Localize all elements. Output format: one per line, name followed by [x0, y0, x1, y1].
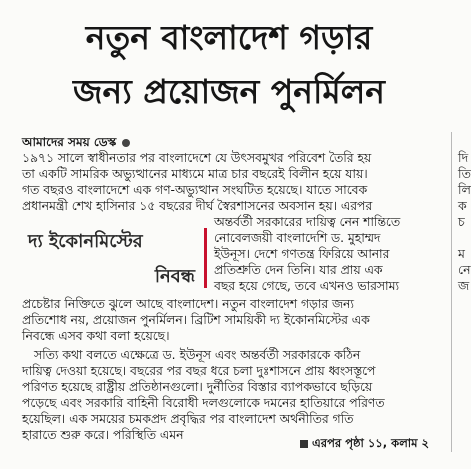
neighbor-column-fragment: ম	[458, 246, 465, 261]
body-line: অন্তর্বর্তী সরকারের দায়িত্ব নেন শান্তিতে	[214, 215, 401, 229]
body-line: পড়েছে এবং সরকারি বাহিনী বিরোধী দলগুলোকে দমনের হাতিয়ারে পরিণত	[22, 396, 385, 410]
headline-line-1: নতুন বাংলাদেশ গড়ার	[85, 18, 373, 57]
bullet-icon	[122, 139, 130, 147]
neighbor-column-fragment: জ	[458, 278, 470, 293]
continuation-note	[300, 435, 429, 454]
body-line: সত্যি কথা বলতে এক্ষেত্রে ড. ইউনূস এবং অন্তর্বর্তী সরকারকে কঠিন	[34, 348, 361, 362]
neighbor-column-fragment: নে	[458, 262, 471, 277]
byline-text: আমাদের সময় ডেস্ক	[22, 135, 117, 149]
neighbor-column-fragment: ক	[458, 198, 467, 213]
body-line: পরিণত হয়েছে রাষ্ট্রীয় প্রতিষ্ঠানগুলো। দুর্নীতির বিস্তার ব্যাপকভাবে ছড়িয়ে	[22, 380, 373, 394]
square-bullet-icon	[300, 440, 308, 448]
headline-line-2: জন্য প্রয়োজন পুনর্মিলন	[72, 72, 386, 111]
neighbor-column-fragment: লি	[458, 182, 471, 197]
body-line: নোবেলজয়ী বাংলাদেশি ড. মুহাম্মদ	[214, 231, 381, 245]
body-line: প্রচেষ্টার নিক্তিতে ঝুলে আছে বাংলাদেশ। নতুন বাংলাদেশ গড়ার জন্য	[22, 297, 354, 311]
continuation-text: এরপর পৃষ্ঠা ১১, কলাম ২	[312, 436, 429, 450]
neighbor-column-fragment: চ	[458, 214, 465, 229]
body-line: প্রতিশ্রুতি দেন তিনি। যার প্রায় এক	[214, 263, 383, 277]
body-line: হারাতে শুরু করে। পরিস্থিতি এমন	[22, 428, 184, 442]
body-line: বছর হয়ে গেছে, তবে এখনও ভারসাম্য	[214, 279, 400, 293]
body-line: হয়েছিল। এক সময়ের চমকপ্রদ প্রবৃদ্ধির পর বাংলাদেশ অর্থনীতির গতি	[22, 412, 354, 426]
body-line: গত বছরও বাংলাদেশে এক গণ-অভ্যুত্থান সংঘটিত হয়েছে। যাতে সাবেক	[22, 183, 368, 197]
body-line: দায়িত্ব দেওয়া হয়েছে। বছরের পর বছর ধরে চলা দুঃশাসনে প্রায় ধ্বংসস্তূপে	[22, 364, 376, 378]
body-line: ইউনূস। দেশে গণতন্ত্র ফিরিয়ে আনার	[214, 247, 390, 261]
body-line: ১৯৭১ সালে স্বাধীনতার পর বাংলাদেশে যে উৎসবমুখর পরিবেশ তৈরি হয়	[22, 151, 372, 165]
pullquote-accent-bar	[204, 228, 207, 288]
pullquote-line-2: নিবন্ধ	[154, 266, 195, 287]
body-line: নিবন্ধে এসব কথা বলা হয়েছে।	[22, 329, 170, 343]
neighbor-column-fragment: তি	[458, 166, 471, 181]
body-line: প্রধানমন্ত্রী শেখ হাসিনার ১৫ বছরের দীর্ঘ স্বৈরশাসনের অবসান হয়। এরপর	[22, 199, 373, 213]
pullquote-line-1: দ্য ইকোনমিস্টের	[28, 231, 143, 252]
body-line: প্রতিশোধ নয়, প্রয়োজন পুনর্মিলন। ব্রিটিশ সাময়িকী দ্য ইকোনমিস্টের এক	[22, 313, 370, 327]
body-line: তা একটি সামরিক অভ্যুত্থানের মাধ্যমে মাত্র চার বছরেই বিলীন হয়ে যায়।	[22, 167, 368, 181]
column-divider	[451, 132, 452, 452]
neighbor-column-fragment: দি	[458, 150, 469, 165]
